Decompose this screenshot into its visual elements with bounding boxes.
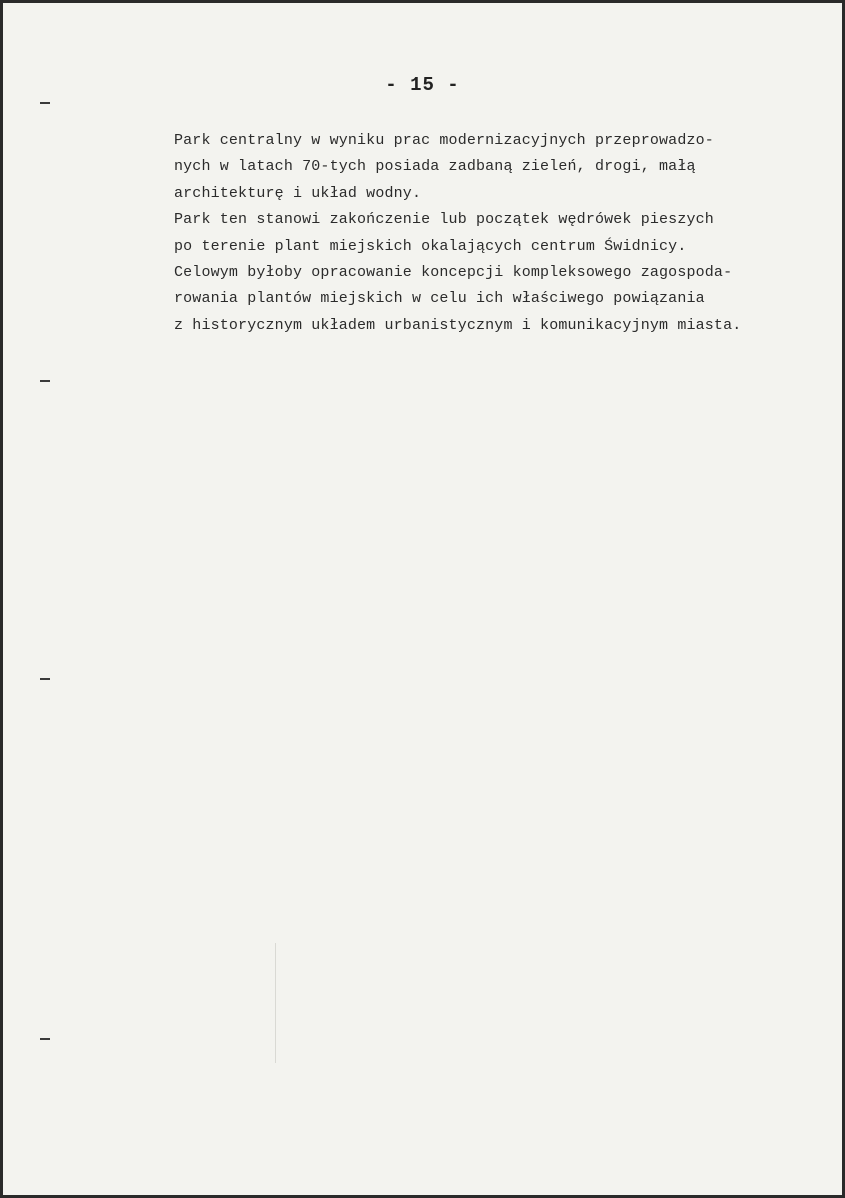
- text-line: rowania plantów miejskich w celu ich właściwego powiązania: [174, 290, 705, 308]
- text-line: architekturę i układ wodny.: [174, 184, 422, 202]
- fold-line: [275, 943, 276, 1063]
- page-number: - 15 -: [385, 74, 460, 96]
- binding-mark: [40, 678, 50, 680]
- text-line: Park ten stanowi zakończenie lub początek wędrówek pieszych: [174, 211, 714, 229]
- binding-mark: [40, 1038, 50, 1040]
- text-line: Park centralny w wyniku prac modernizacyjnych przeprowadzo-: [174, 132, 714, 149]
- text-line: po terenie plant miejskich okalających centrum Świdnicy.: [174, 237, 687, 255]
- body-paragraph: [174, 128, 824, 339]
- text-line: Celowym byłoby opracowanie koncepcji kompleksowego zagospoda-: [174, 264, 733, 282]
- binding-mark: [40, 102, 50, 104]
- binding-mark: [40, 380, 50, 382]
- text-line: nych w latach 70-tych posiada zadbaną zieleń, drogi, małą: [174, 158, 696, 176]
- text-line: z historycznym układem urbanistycznym i komunikacyjnym miasta.: [174, 316, 742, 334]
